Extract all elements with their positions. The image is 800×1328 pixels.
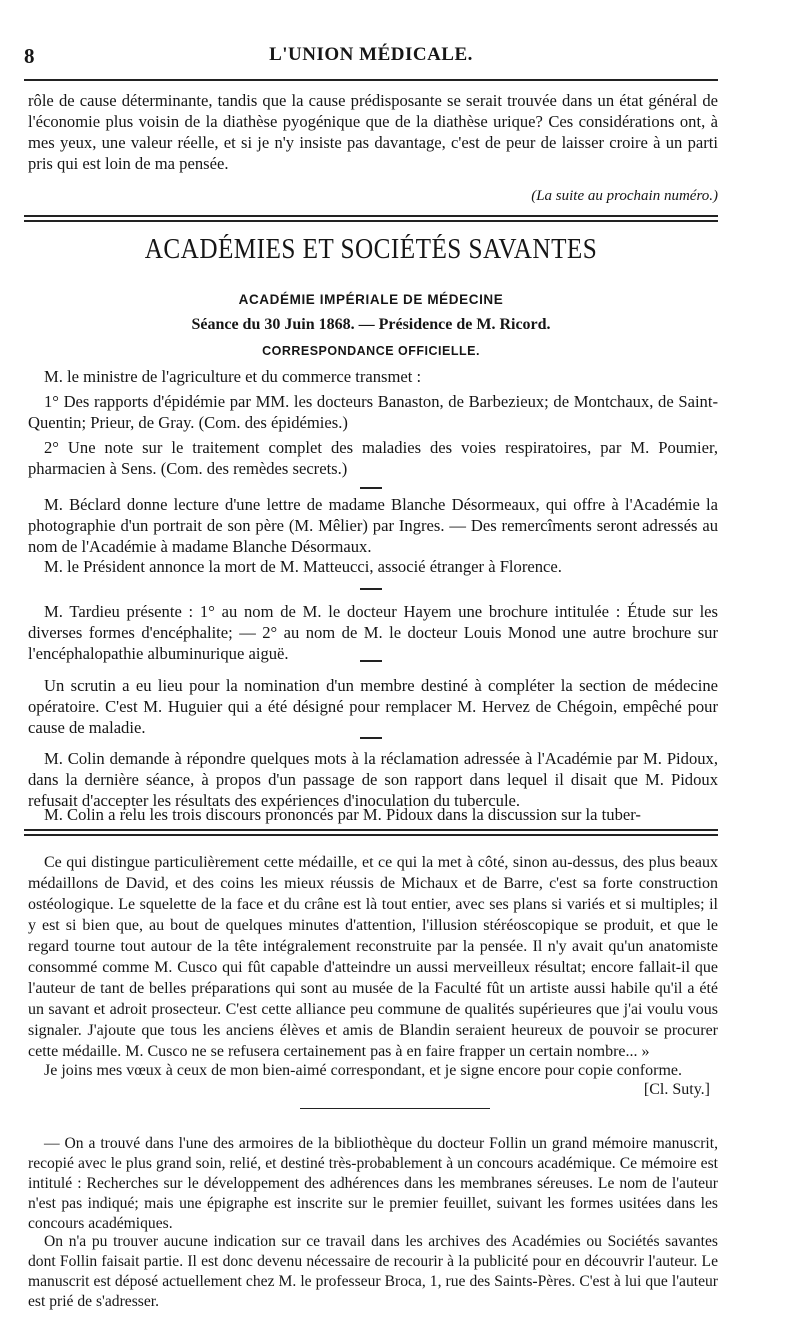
continued-note: (La suite au prochain numéro.) [531,188,718,204]
session-line: Séance du 30 Juin 1868. — Présidence de M. Ricord. [191,316,551,333]
feuilleton-rule-top [24,829,718,831]
follin-manuscript-paragraph: — On a trouvé dans l'une des armoires de la bibliothèque du docteur Follin un grand mémoire manuscrit, recopié avec le plus grand soin, relié, et destiné très-probablement à un concours académique. Ce mémoire est intitulé : Recherches sur le développement des adhérences dans les membranes séreuses. Le nom de l'auteur n'est pas indiqué; mais une épigraphe est inscrite sur le premier feuillet, suivant les formes usitées dans les concours académiques. [28,1135,718,1232]
feuilleton-rule-bottom [24,834,718,836]
separator-dash [360,588,382,590]
intro-paragraph: rôle de cause déterminante, tandis que la cause prédisposante se serait trouvée dans un état général de l'économie plus voisin de la diathèse pyogénique que de la diathèse urique? Ces considérations ont, à mes yeux, une valeur réelle, et si je n'y insiste pas davantage, c'est de peur de laisser croire à un parti pris qui est loin de ma pensée. [28,91,718,173]
correspondence-heading: CORRESPONDANCE OFFICIELLE. [262,344,480,358]
academy-title: ACADÉMIE IMPÉRIALE DE MÉDECINE [238,292,504,307]
president-paragraph: M. le Président annonce la mort de M. Matteucci, associé étranger à Florence. [44,557,562,576]
journal-title: L'UNION MÉDICALE. [269,44,473,65]
signature-paragraph: Je joins mes vœux à ceux de mon bien-aimé correspondant, et je signe encore pour copie conforme. [44,1062,683,1079]
tardieu-paragraph: M. Tardieu présente : 1° au nom de M. le docteur Hayem une brochure intitulée : Étude sur les diverses formes d'encéphalite; — 2° au nom de M. le docteur Louis Monod une autre brochure sur l'encéphalopathie albuminurique aiguë. [28,602,718,663]
separator-dash [360,487,382,489]
respiratory-note-paragraph: 2° Une note sur le traitement complet des maladies des voies respiratoires, par M. Poumier, pharmacien à Sens. (Com. des remèdes secrets.) [28,438,718,478]
medal-paragraph: Ce qui distingue particulièrement cette médaille, et ce qui la met à côté, sinon au-dessus, des plus beaux médaillons de David, et des coins les mieux réussis de Michaux et de Barre, c'est sa forte construction ostéologique. Le squelette de la face et du crâne est là tout entier, avec ses plans si variés et si multiples; il y est si bien que, au bout de quelques minutes d'attention, l'illusion stéréoscopique se produit, et que le regard tourne tout autour de la tête intégralement reconstruite par la pensée. Il n'y avait qu'un anatomiste consommé comme M. Cusco qui fût capable d'atteindre un aussi merveilleux résultat; encore fallait-il que l'auteur de tant de belles préparations qui sont au musée de la Faculté fût un artiste aussi habile qu'il a été un savant et adroit prosecteur. C'est cette alliance peu commune de qualités supérieures que j'ai voulu vous signaler. J'ajoute que tous les anciens élèves et amis de Blandin seraient heureux de pouvoir se procurer cette médaille. M. Cusco ne se refusera certainement pas à en faire frapper un certain nombre... » [28,854,718,1060]
beclard-paragraph: M. Béclard donne lecture d'une lettre de madame Blanche Désormeaux, qui offre à l'Académie la photographie d'un portrait de son père (M. Mêlier) par Ingres. — Des remercîments seront adressés au nom de l'Académie à madame Blanche Désormaux. [28,495,718,556]
section-double-rule-bottom [24,220,718,222]
colin-continued-paragraph: M. Colin a relu les trois discours prononcés par M. Pidoux dans la discussion sur la tuber- [44,805,641,824]
separator-dash [360,660,382,662]
page-header [24,44,718,78]
colin-paragraph: M. Colin demande à répondre quelques mots à la réclamation adressée à l'Académie par M. Pidoux, dans la dernière séance, à propos d'un passage de son rapport dans lequel il disait que M. Pidoux refusait d'accepter les résultats des expériences d'inoculation du tubercule. [28,749,718,810]
signature: [Cl. Suty.] [643,1081,710,1098]
page-number: 8 [24,44,35,68]
header-rule [24,79,718,81]
section-title: ACADÉMIES ET SOCIÉTÉS SAVANTES [144,234,598,265]
separator-dash [360,737,382,739]
scrutin-paragraph: Un scrutin a eu lieu pour la nomination d'un membre destiné à compléter la section de médecine opératoire. C'est M. Huguier qui a été désigné pour remplacer M. Hervez de Chégoin, empêché pour cause de maladie. [28,676,718,737]
short-separator-rule [300,1108,490,1109]
epidemic-reports-paragraph: 1° Des rapports d'épidémie par MM. les docteurs Banaston, de Barbezieux; de Montchaux, de Saint-Quentin; Prieur, de Gray. (Com. des épidémies.) [28,392,718,432]
section-double-rule-top [24,215,718,217]
minister-paragraph: M. le ministre de l'agriculture et du commerce transmet : [44,367,422,386]
follin-search-paragraph: On n'a pu trouver aucune indication sur ce travail dans les archives des Académies ou Sociétés savantes dont Follin faisait partie. Il est donc devenu nécessaire de recourir à la publicité pour en découvrir l'auteur. Le manuscrit est déposé actuellement chez M. le professeur Broca, 1, rue des Saints-Pères. C'est à lui que l'auteur est prié de s'adresser. [28,1233,718,1310]
